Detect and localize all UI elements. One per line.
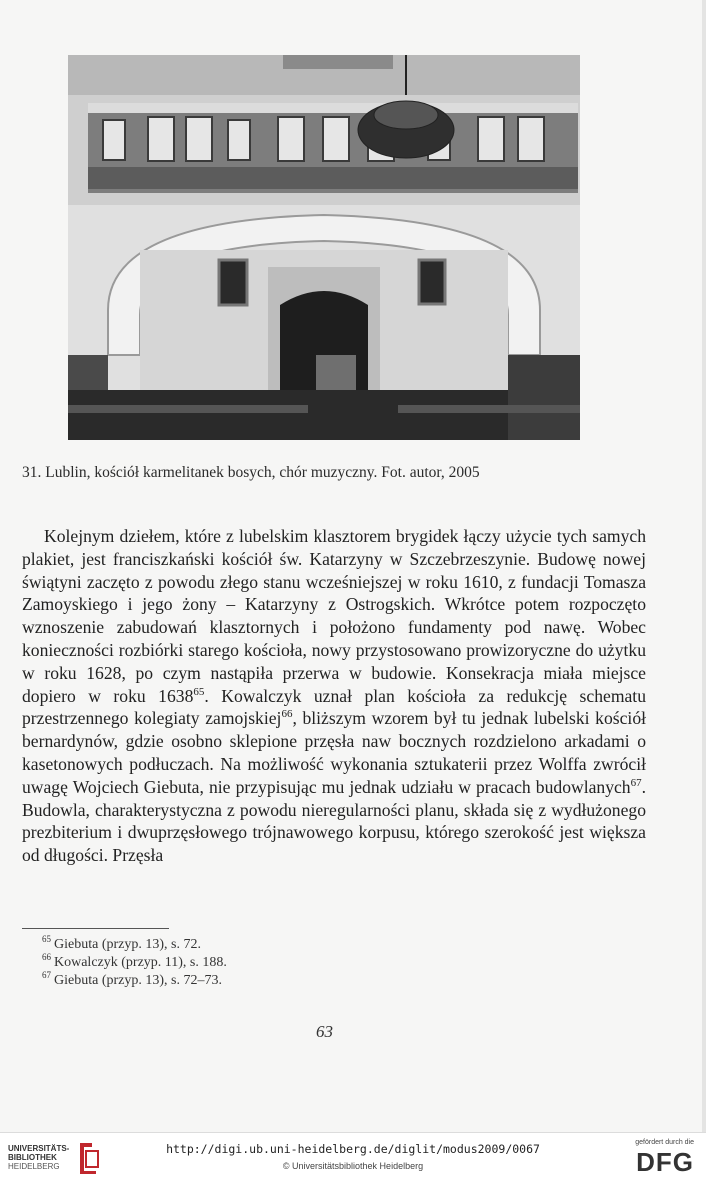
footnote-67: $^{67}$ Giebuta (przyp. 13), s. 72–73.	[42, 970, 222, 988]
footnote-65: $^{65}$ Giebuta (przyp. 13), s. 72.	[42, 934, 201, 952]
main-paragraph	[22, 525, 646, 867]
body-segment-1: Kolejnym dziełem, które z lubelskim klasztorem brygidek łączy użycie tych samych plakiet, jest franciszkański kościół św. Katarzyny w Szczebrzeszynie. Budowę nowej świątyni zaczęto z powodu złego stanu wcześniejszej w roku 1610, z fundacji Tomasza Zamoyskiego i jego żony – Katarzyny z Ostrogskich. Wkrótce potem rozpoczęto wznoszenie zabudowań klasztornych i położono fundamenty pod nawę. Wobec konieczności rozbiórki starego kościoła, nowy przystosowano prowizoryczne do użytku w roku 1628, po czym nastąpiła przerwa w budowie. Konsekracja miała miejsce dopiero w roku 1638	[22, 526, 646, 706]
source-url-link[interactable]: http://digi.ub.uni-heidelberg.de/diglit/modus2009/0067	[166, 1142, 540, 1156]
figure-caption: 31. Lublin, kościół karmelitanek bosych, chór muzyczny. Fot. autor, 2005	[22, 464, 480, 481]
footnotes	[42, 936, 227, 990]
page-number: 63	[316, 1022, 333, 1041]
footnote-66: $^{66}$ Kowalczyk (przyp. 11), s. 188.	[42, 952, 227, 970]
photo-choir-loft	[68, 55, 580, 440]
footer-bar	[0, 1132, 706, 1182]
body-segment-4: . Budowla, charakterystyczna z powodu nieregularności planu, składa się z wydłużonego prezbiterium i dwuprzęsłowego trójnawowego korpusu, którego szerokość jest większa od długości. Przęsła	[22, 776, 646, 866]
footnote-ref-67[interactable]: 67	[630, 776, 642, 789]
dfg-logo[interactable]: DFG	[636, 1147, 694, 1177]
body-segment-3: , bliższym wzorem był tu jednak lubelski kościół bernardynów, gdzie osobno sklepione przęsła naw bocznych rozdzielono arkadami o kasetonowych podłuczach. Na możliwość wykonania sztukaterii przez Wolffa zwrócił uwagę Wojciech Giebuta, nie przypisując mu jednak udziału w pracach budowlanych	[22, 708, 647, 797]
footnote-divider	[22, 928, 169, 929]
body-segment-2: . Kowalczyk uznał plan kościoła za redukcję schematu przestrzennego kolegiaty zamojskiej	[22, 685, 646, 729]
library-logo[interactable]: UNIVERSITÄTS- BIBLIOTHEK HEIDELBERG	[8, 1144, 70, 1171]
page-edge	[702, 0, 706, 1132]
funded-by-label: gefördert durch die	[635, 1139, 694, 1146]
footnote-ref-65[interactable]: 65	[193, 685, 205, 698]
footnote-ref-66[interactable]: 66	[281, 708, 293, 721]
copyright-notice: © Universitätsbibliothek Heidelberg	[282, 1161, 424, 1171]
